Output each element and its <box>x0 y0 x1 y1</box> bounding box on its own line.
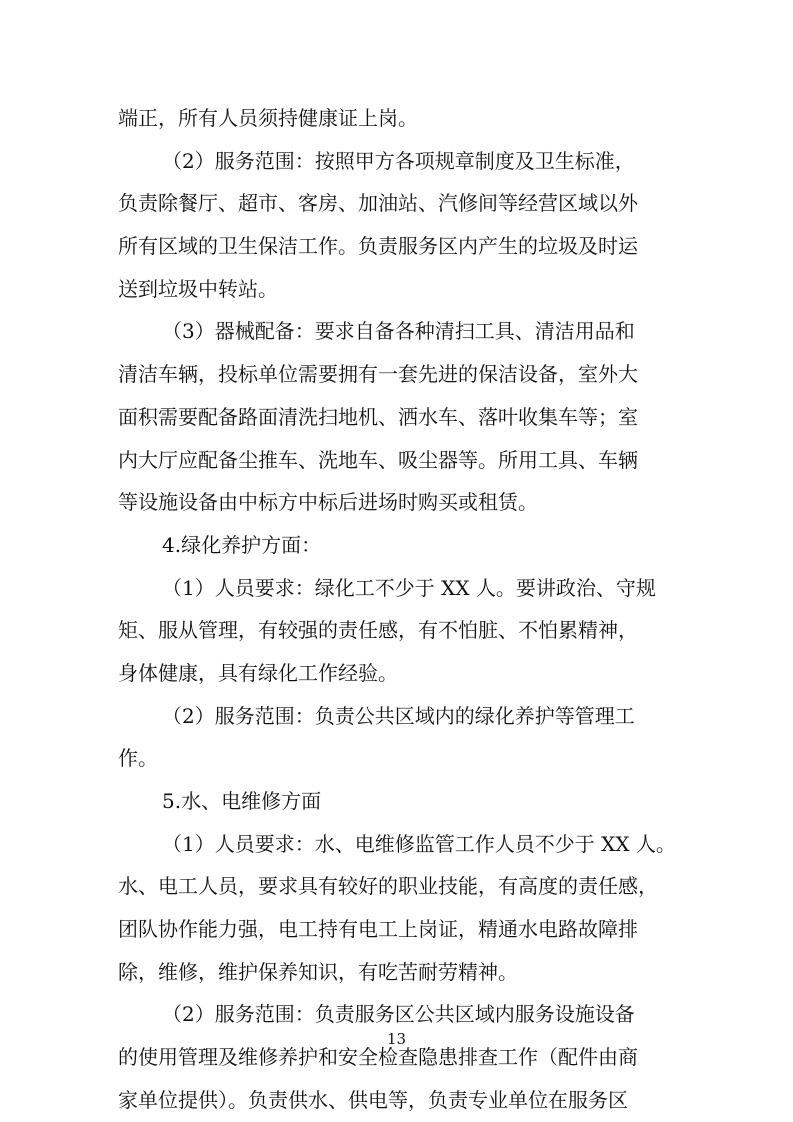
text-line: （1）人员要求：水、电维修监管工作人员不少于 XX 人。 <box>162 831 676 856</box>
text-line: （2）服务范围：负责公共区域内的绿化养护等管理工 <box>162 703 635 728</box>
text-line: 内大厅应配备尘推车、洗地车、吸尘器等。所用工具、车辆 <box>118 447 638 472</box>
text-line: 矩、服从管理，有较强的责任感，有不怕脏、不怕累精神， <box>118 618 638 643</box>
text-line: 团队协作能力强，电工持有电工上岗证，精通水电路故障排 <box>118 917 638 942</box>
text-line: 所有区域的卫生保洁工作。负责服务区内产生的垃圾及时运 <box>118 234 638 259</box>
text-line: 身体健康，具有绿化工作经验。 <box>118 660 398 685</box>
text-line: 清洁车辆，投标单位需要拥有一套先进的保洁设备，室外大 <box>118 362 638 387</box>
text-line: 面积需要配备路面清洗扫地机、洒水车、落叶收集车等；室 <box>118 404 638 429</box>
text-line: 负责除餐厅、超市、客房、加油站、汽修间等经营区域以外 <box>118 191 638 216</box>
text-line: 送到垃圾中转站。 <box>118 276 278 301</box>
text-line: （3）器械配备：要求自备各种清扫工具、清洁用品和 <box>162 319 635 344</box>
text-line: 水、电工人员，要求具有较好的职业技能，有高度的责任感， <box>118 874 658 899</box>
page-number: 13 <box>386 1030 407 1048</box>
text-line: 除，维修，维护保养知识，有吃苦耐劳精神。 <box>118 959 518 984</box>
text-line: 端正，所有人员须持健康证上岗。 <box>118 106 418 130</box>
text-line: （2）服务范围：负责服务区公共区域内服务设施设备 <box>162 1002 635 1027</box>
text-line: 的使用管理及维修养护和安全检查隐患排查工作（配件由商 <box>118 1045 638 1070</box>
text-line: 4.绿化养护方面： <box>162 532 322 557</box>
text-line: （1）人员要求：绿化工不少于 XX 人。要讲政治、守规 <box>162 575 656 600</box>
text-line: 作。 <box>118 746 158 771</box>
text-line: 等设施设备由中标方中标后进场时购买或租赁。 <box>118 490 538 515</box>
text-line: 家单位提供）。负责供水、供电等，负责专业单位在服务区 <box>118 1087 628 1112</box>
body-text <box>118 97 688 1122</box>
text-line: 5.水、电维修方面 <box>162 789 322 813</box>
text-line: （2）服务范围：按照甲方各项规章制度及卫生标准， <box>162 148 635 173</box>
